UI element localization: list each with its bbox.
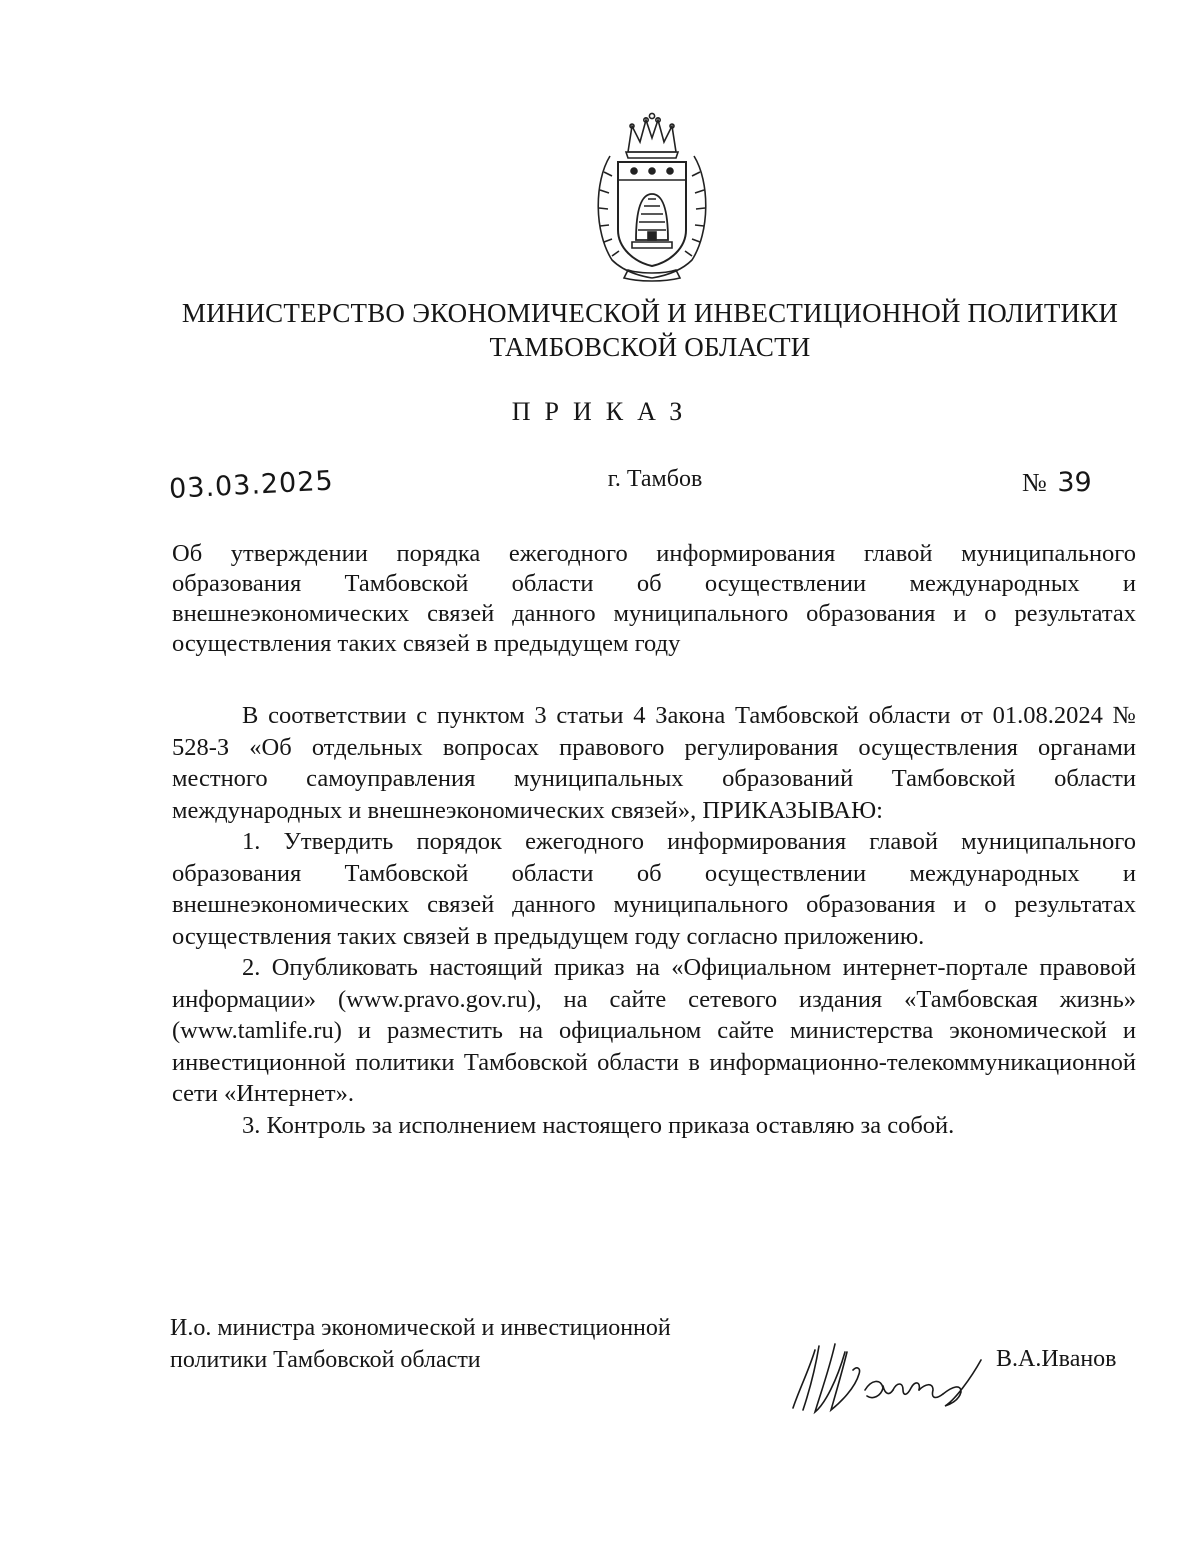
handwritten-signature-icon [785, 1330, 1005, 1420]
signatory-name: В.А.Иванов [996, 1346, 1117, 1372]
document-subject: Об утверждении порядка ежегодного информирования главой муниципального образования Тамбовской области об осуществлении международных и внешнеэкономических связей данного муниципального образования и о результатах осуществления таких связей в предыдущем году [172, 540, 1136, 657]
number-prefix: № [1022, 468, 1047, 497]
item-2-paragraph: 2. Опубликовать настоящий приказ на «Официальном интернет-портале правовой информации» (www.pravo.gov.ru), на сайте сетевого издания «Тамбовская жизнь» (www.tamlife.ru) и разместить на официальном сайте министерства экономической и инвестиционной политики Тамбовской области в информационно-телекоммуникационной сети «Интернет». [172, 954, 1136, 1107]
signatory-title-line-1: И.о. министра экономической и инвестиционной [170, 1315, 671, 1341]
document-city: г. Тамбов [607, 466, 703, 492]
document-body [172, 700, 1136, 1141]
tambov-coat-of-arms-icon [588, 112, 716, 282]
ministry-name-line-2: ТАМБОВСКОЙ ОБЛАСТИ [489, 332, 811, 362]
preamble-paragraph: В соответствии с пунктом 3 статьи 4 Закона Тамбовской области от 01.08.2024 № 528-З «Об отдельных вопросах правового регулирования осуществления органами местного самоуправления муниципальных образований Тамбовской области международных и внешнеэкономических связей», ПРИКАЗЫВАЮ: [172, 702, 1136, 824]
document-number [1022, 467, 1092, 498]
item-1-paragraph: 1. Утвердить порядок ежегодного информирования главой муниципального образования Тамбовской области об осуществлении международных и внешнеэкономических связей данного муниципального образования и о результатах осуществления таких связей в предыдущем году согласно приложению. [172, 828, 1136, 950]
signatory-title-line-2: политики Тамбовской области [170, 1347, 481, 1373]
item-3-paragraph: 3. Контроль за исполнением настоящего приказа оставляю за собой. [242, 1111, 955, 1139]
ministry-name [100, 296, 1200, 364]
ministry-name-line-1: МИНИСТЕРСТВО ЭКОНОМИЧЕСКОЙ И ИНВЕСТИЦИОННОЙ ПОЛИТИКИ [181, 298, 1119, 328]
signatory-title [170, 1312, 671, 1376]
number-value: 39 [1057, 467, 1092, 498]
document-type: ПРИКАЗ [511, 397, 697, 426]
document-date: 03.03.2025 [168, 465, 335, 505]
